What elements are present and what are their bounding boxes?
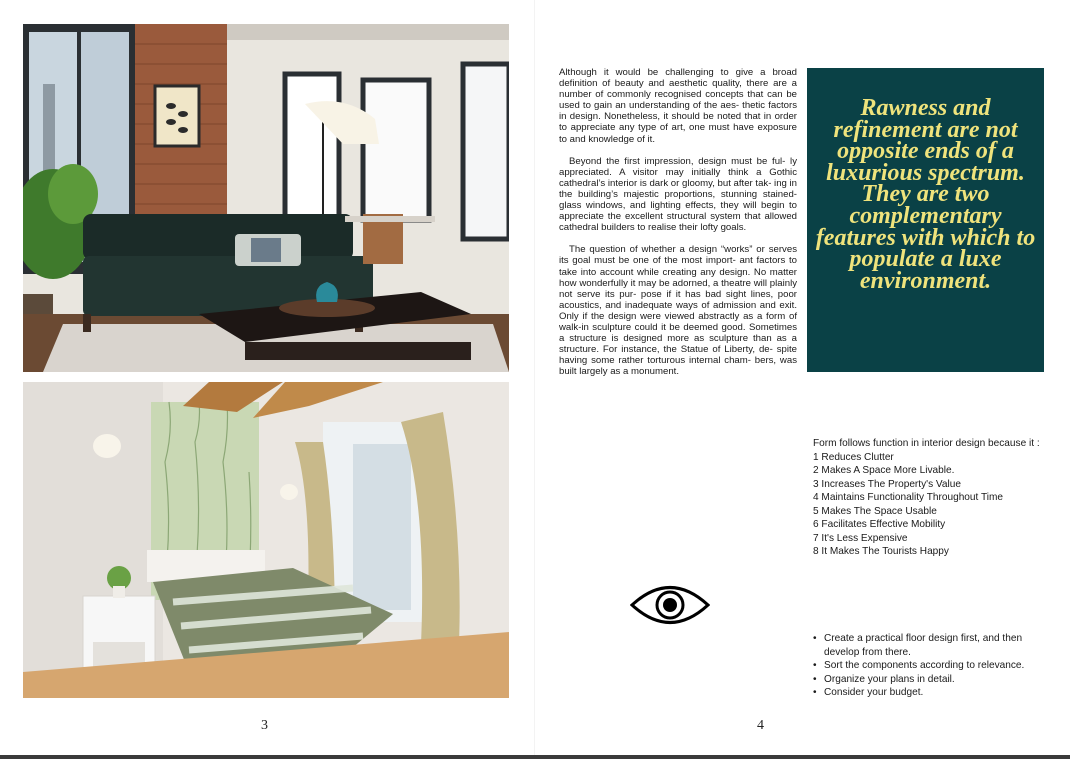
list-item: 6 Facilitates Effective Mobility [813, 519, 946, 530]
page-number-right: 4 [757, 718, 764, 733]
list-item: 4 Maintains Functionality Throughout Time [813, 492, 1004, 503]
function-list [813, 437, 1045, 559]
list-item: 8 It Makes The Tourists Happy [813, 546, 949, 557]
list-item: • Sort the components according to relevance. [813, 659, 1053, 673]
function-list-intro: Form follows function in interior design because it : [813, 438, 1040, 449]
quote-box [807, 68, 1044, 372]
eye-icon [630, 580, 710, 630]
list-item: 1 Reduces Clutter [813, 451, 894, 463]
body-paragraph: The question of whether a design “works” or serves its goal must be one of the most import- ant factors to take into account while creating any design. No matter how wonderfully it may be adorned, a theatre will plainly not serve its pur- pose if it has bad sight lines, poor acoustics, and inadequate ways of admission and exit. Only if the design were viewed abstractly as a form of walk-in sculpture could it be deemed good. Sometimes a structure is designed more as sculpture than as a structure. For instance, the Statue of Liberty, de- spite having some rather torturous internal cham- bers, was built largely as a monument. [559, 244, 797, 378]
bedroom-photo [23, 382, 509, 698]
list-item: • Create a practical floor design first, and then develop from there. [813, 632, 1053, 659]
list-item: 7 It's Less Expensive [813, 532, 908, 544]
list-item: 3 Increases The Property's Value [813, 478, 961, 490]
spread-divider [534, 0, 535, 759]
list-item: 2 Makes A Space More Livable. [813, 465, 955, 476]
page-number-left: 3 [261, 718, 268, 733]
bottom-bar [0, 755, 1070, 759]
body-paragraph: Beyond the first impression, design must be ful- ly appreciated. A visitor may initially think a Gothic cathedral’s interior is dark or gloomy, but after tak- ing in the building’s majestic proportions, stunning stained-glass windows, and lighting effects, they will begin to appreciate the excellent structural system that allowed cathedral builders to realise their lofty goals. [559, 155, 797, 234]
body-text [559, 67, 797, 388]
tips-list [813, 632, 1053, 700]
list-item: • Consider your budget. [813, 686, 1053, 700]
list-item: • Organize your plans in detail. [813, 673, 1053, 687]
quote-text: Rawness and refinement are not opposite ends of a luxurious spectrum. They are two complementary features with which to populate a luxe environment. [815, 95, 1036, 294]
body-paragraph: Although it would be challenging to give a broad definition of beauty and aesthetic quality, there are a number of commonly recognised concepts that can be used to gain an understanding of the aes- thetic factors in design. Nonetheless, it should be noted that in order to appreciate any type of art, one must have exposure to and knowledge of it. [559, 67, 797, 145]
living-room-photo [23, 24, 509, 372]
list-item: 5 Makes The Space Usable [813, 505, 937, 517]
